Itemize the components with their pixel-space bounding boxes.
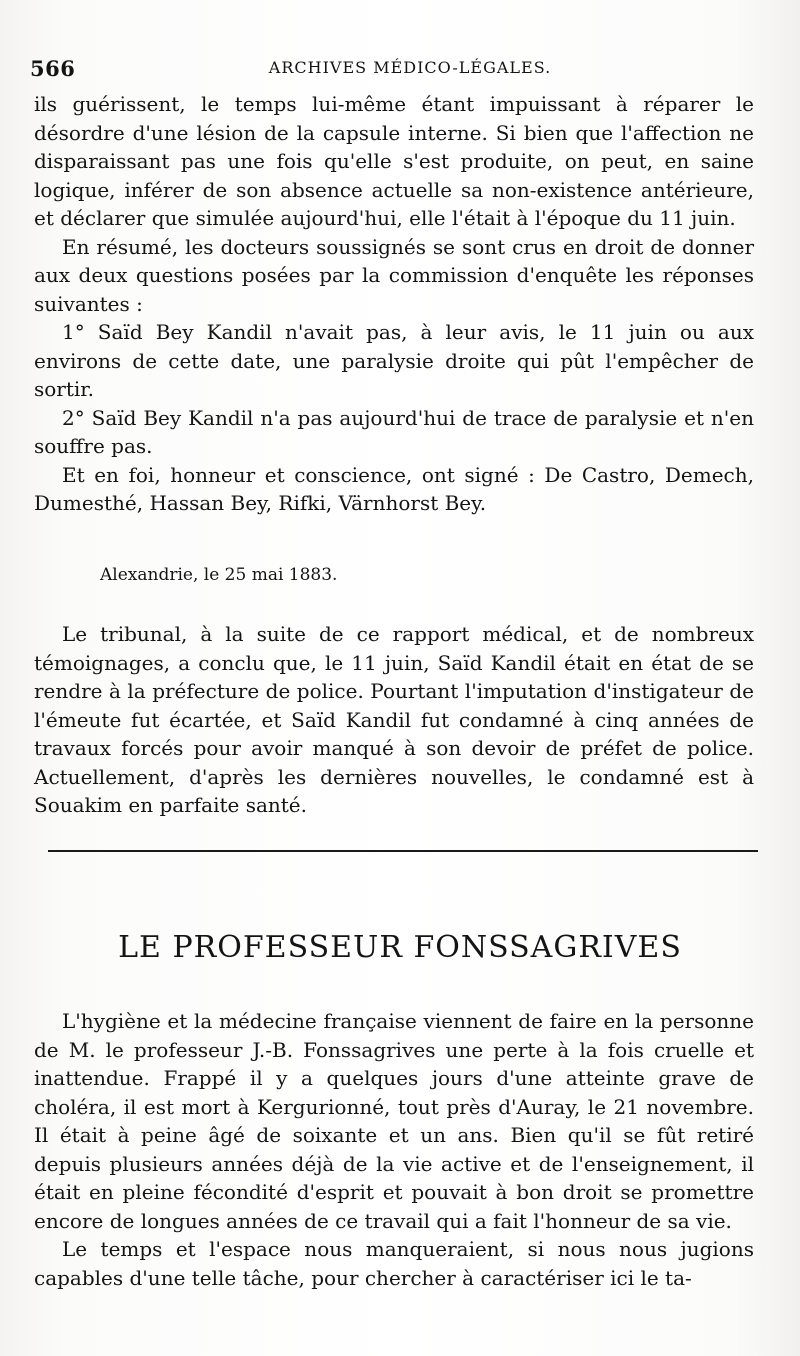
report-paragraph-summary: En résumé, les docteurs soussignés se sont crus en droit de donner aux deux questions posées par la commission d'enquête les réponses suivantes :	[34, 234, 754, 316]
tribunal-paragraph: Le tribunal, à la suite de ce rapport médical, et de nombreux témoignages, a conclu que, le 11 juin, Saïd Kandil était en état de se rendre à la préfecture de police. Pourtant l'imputation d'instigateur de l'émeute fut écartée, et Saïd Kandil fut condamné à cinq années de travaux forcés pour avoir manqué à son devoir de préfet de police. Actuellement, d'après les dernières nouvelles, le condamné est à Souakim en parfaite santé.	[34, 622, 754, 817]
report-answer-1: 1° Saïd Bey Kandil n'avait pas, à leur avis, le 11 juin ou aux environs de cette date, une paralysie droite qui pût l'empêcher de sortir.	[34, 320, 754, 401]
tribunal-text	[34, 620, 754, 820]
report-date-line: Alexandrie, le 25 mai 1883.	[100, 565, 338, 585]
section-divider	[48, 850, 758, 852]
obituary-paragraph-2: Le temps et l'espace nous manqueraient, si nous nous jugions capables d'une telle tâche, pour chercher à caractériser ici le ta-	[34, 1237, 754, 1290]
section-title: LE PROFESSEUR FONSSAGRIVES	[118, 930, 682, 965]
report-paragraph-continuation: ils guérissent, le temps lui-même étant impuissant à réparer le désordre d'une lésion de la capsule interne. Si bien que l'affection ne disparaissant pas une fois qu'elle s'est produite, on peut, en saine logique, inférer de son absence actuelle sa non-existence antérieure, et déclarer que simulée aujourd'hui, elle l'était à l'époque du 11 juin.	[34, 92, 754, 230]
report-answer-2: 2° Saïd Bey Kandil n'a pas aujourd'hui de trace de paralysie et n'en souffre pas.	[34, 405, 754, 458]
obituary-paragraph-1: L'hygiène et la médecine française viennent de faire en la personne de M. le professeur J.-B. Fonssagrives une perte à la fois cruelle et inattendue. Frappé il y a quelques jours d'une atteinte grave de choléra, il est mort à Kergurionné, tout près d'Auray, le 21 novembre. Il était à peine âgé de soixante et un ans. Bien qu'il se fût retiré depuis plusieurs années déjà de la vie active et de l'enseignement, il était en pleine fécondité d'esprit et pouvait à bon droit se promettre encore de longues années de ce travail qui a fait l'honneur de sa vie.	[34, 1009, 754, 1233]
report-signatures: Et en foi, honneur et conscience, ont signé : De Castro, Demech, Dumesthé, Hassan Bey, Rifki, Värnhorst Bey.	[34, 462, 754, 515]
running-title: ARCHIVES MÉDICO-LÉGALES.	[268, 58, 552, 77]
report-text	[34, 90, 754, 518]
page-number: 566	[30, 56, 76, 81]
obituary-text	[34, 1007, 754, 1292]
page-header	[0, 52, 800, 80]
